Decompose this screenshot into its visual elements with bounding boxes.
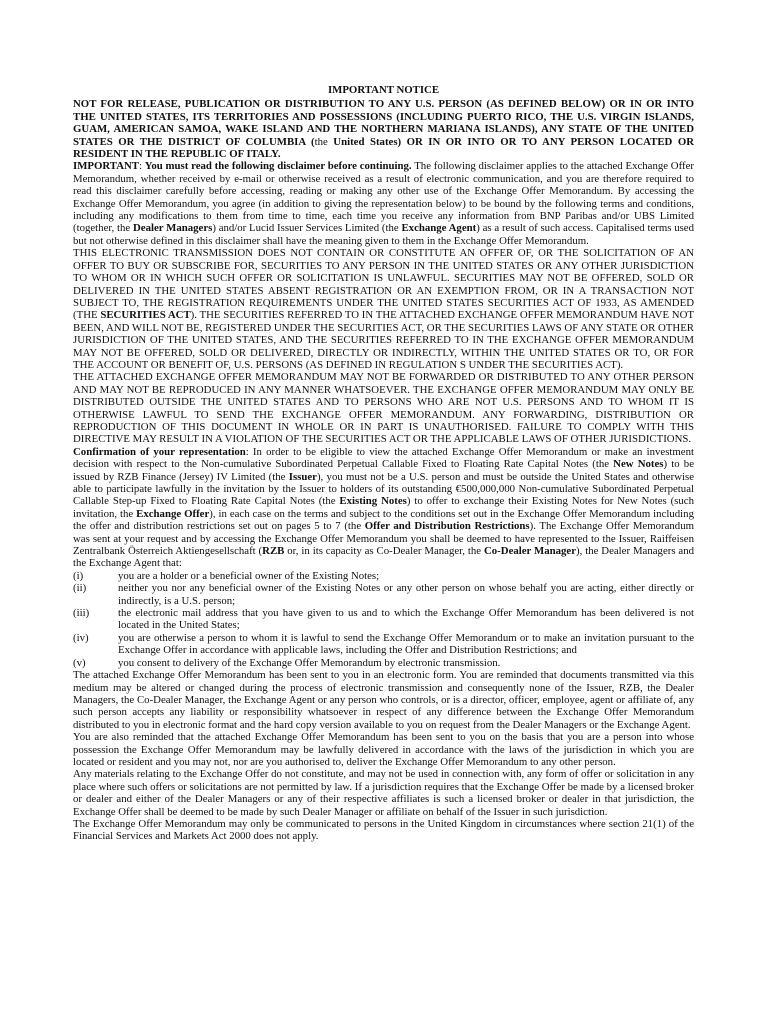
- confirmation-text-1: : In order to be eligible to view the attached Exchange Offer Memorandum or make an investment decision with respect to the Non-cumulative Subordinated Perpetual Callable Fixed to Floating Rate Capital Notes (the: [73, 445, 694, 471]
- transmission-paragraph: [73, 247, 694, 371]
- list-item-number: (i): [73, 569, 84, 582]
- list-item-text: the electronic mail address that you have given to us and to which the Exchange Offer Memorandum has been delivered is not located in the United States;: [118, 607, 694, 632]
- term-co-dealer-manager: Co-Dealer Manager: [483, 545, 577, 558]
- materials-paragraph: Any materials relating to the Exchange Offer do not constitute, and may not be used in connection with, any form of offer or solicitation in any place where such offers or solicitations are not permitted by law. If a jurisdiction requires that the Exchange Offer be made by a licensed broker or dealer and either of the Dealer Managers or any of their respective affiliates is such a licensed broker or dealer in that jurisdiction, the Exchange Offer shall be deemed to be made by such Dealer Manager or affiliate on behalf of the Issuer in such jurisdiction.: [73, 768, 694, 818]
- list-item: [73, 570, 694, 582]
- confirmation-label: Confirmation of your representation: [73, 445, 246, 458]
- term-exchange-offer: Exchange Offer: [136, 507, 210, 520]
- list-item-number: (iii): [73, 607, 90, 620]
- term-rzb: RZB: [262, 545, 285, 558]
- term-exchange-agent: Exchange Agent: [401, 222, 477, 235]
- list-item-number: (ii): [73, 582, 87, 595]
- important-instruction: You must read the following disclaimer before continuing.: [144, 160, 412, 173]
- term-offer-restrictions: Offer and Distribution Restrictions: [364, 520, 530, 533]
- important-text-3: ) as a result of such access. Capitalised terms used but not otherwise defined in this disclaimer shall have the meaning given to them in the Exchange Offer Memorandum.: [73, 222, 695, 247]
- term-existing-notes: Existing Notes: [339, 495, 407, 508]
- confirmation-text-6: ). The Exchange Offer Memorandum was sent at your request and by accessing the Exchange Offer Memorandum you shall be deemed to have represented to the Issuer, Raiffeisen Zentralbank Österreich Aktiengesellschaft (: [73, 520, 694, 558]
- transmission-text-1: THIS ELECTRONIC TRANSMISSION DOES NOT CONTAIN OR CONSTITUTE AN OFFER OF, OR THE SOLICITATION OF AN OFFER TO BUY OR SUBSCRIBE FOR, SECURITIES TO ANY PERSON IN THE UNITED STATES OR ANY OTHER JURISDICTION TO WHOM OR IN WHICH SUCH OFFER OR SOLICITATION IS UNLAWFUL. SECURITIES MAY NOT BE OFFERED, SOLD OR DELIVERED IN THE UNITED STATES ABSENT REGISTRATION OR AN EXEMPTION FROM, OR IN A TRANSACTION NOT SUBJECT TO, THE REGISTRATION REQUIREMENTS UNDER THE UNITED STATES SECURITIES ACT OF 1933, AS AMENDED (THE: [73, 247, 694, 322]
- confirmation-text-8: ), the Dealer Managers and the Exchange Agent that:: [73, 545, 695, 570]
- restriction-text-2: ) OR IN OR INTO OR TO ANY PERSON LOCATED OR RESIDENT IN THE REPUBLIC OF ITALY.: [73, 135, 695, 161]
- list-item-text: you are a holder or a beneficial owner of the Existing Notes;: [118, 569, 380, 582]
- confirmation-text-4: ) to offer to exchange their Existing Notes for New Notes (such invitation, the: [73, 495, 694, 520]
- important-text-2: ) and/or Lucid Issuer Services Limited (the: [212, 222, 402, 235]
- confirmation-text-2: ) to be issued by RZB Finance (Jersey) IV Limited (the: [73, 458, 694, 483]
- forwarding-paragraph: THE ATTACHED EXCHANGE OFFER MEMORANDUM MAY NOT BE FORWARDED OR DISTRIBUTED TO ANY OTHER PERSON AND MAY NOT BE REPRODUCED IN ANY MANNER WHATSOEVER. THE EXCHANGE OFFER MEMORANDUM MAY ONLY BE DISTRIBUTED OUTSIDE THE UNITED STATES AND TO PERSONS WHO ARE NOT U.S. PERSONS AND TO WHOM IT IS OTHERWISE LAWFUL TO SEND THE EXCHANGE OFFER MEMORANDUM. ANY FORWARDING, DISTRIBUTION OR REPRODUCTION OF THIS DOCUMENT IN WHOLE OR IN PART IS UNAUTHORISED. FAILURE TO COMPLY WITH THIS DIRECTIVE MAY RESULT IN A VIOLATION OF THE SECURITIES ACT OR THE APPLICABLE LAWS OF OTHER JURISDICTIONS.: [73, 371, 694, 446]
- list-item-number: (v): [73, 656, 86, 669]
- restriction-defined-term: United States: [333, 135, 398, 148]
- list-item-text: neither you nor any beneficial owner of the Existing Notes or any other person on whose behalf you are acting, either directly or indirectly, is a U.S. person;: [118, 582, 694, 607]
- list-item: [73, 607, 694, 632]
- important-colon: :: [139, 160, 145, 173]
- uk-paragraph: The Exchange Offer Memorandum may only be communicated to persons in the United Kingdom in circumstances where section 21(1) of the Financial Services and Markets Act 2000 does not apply.: [73, 817, 694, 843]
- restriction-the: the: [314, 135, 334, 148]
- confirmation-text-7: or, in its capacity as Co-Dealer Manager, the: [284, 545, 484, 558]
- confirmation-text-3: ), you must not be a U.S. person and must be outside the United States and otherwise able to participate lawfully in the invitation by the Issuer to holders of its outstanding €500,000,000 Non-cumulative Subordinated Perpetual Callable Step-up Fixed to Floating Rate Capital Notes (the: [73, 470, 694, 508]
- reminder-paragraph: You are also reminded that the attached Exchange Offer Memorandum has been sent to you on the basis that you are a person into whose possession the Exchange Offer Memorandum may be lawfully delivered in accordance with the laws of the jurisdiction in which you are located or resident and you may not, nor are you authorised to, deliver the Exchange Offer Memorandum to any other person.: [73, 731, 694, 768]
- term-securities-act: SECURITIES ACT: [100, 309, 191, 322]
- term-issuer: Issuer: [288, 470, 317, 483]
- list-item-number: (iv): [73, 631, 89, 644]
- restriction-notice: [73, 98, 694, 160]
- list-item-text: you are otherwise a person to whom it is lawful to send the Exchange Offer Memorandum or to make an invitation pursuant to the Exchange Offer in accordance with applicable laws, including the Offer and Distribution Restrictions; and: [118, 631, 694, 657]
- restriction-text-1: NOT FOR RELEASE, PUBLICATION OR DISTRIBUTION TO ANY U.S. PERSON (AS DEFINED BELOW) OR IN OR INTO THE UNITED STATES, ITS TERRITORIES AND POSSESSIONS (INCLUDING PUERTO RICO, THE U.S. VIRGIN ISLANDS, GUAM, AMERICAN SAMOA, WAKE ISLAND AND THE NORTHERN MARIANA ISLANDS), ANY STATE OF THE UNITED STATES OR THE DISTRICT OF COLUMBIA (: [73, 98, 694, 148]
- representation-list: [73, 570, 694, 669]
- confirmation-text-5: ), in each case on the terms and subject to the conditions set out in the Exchange Offer Memorandum including the offer and distribution restrictions set out on pages 5 to 7 (the: [73, 507, 694, 533]
- list-item: [73, 582, 694, 607]
- confirmation-paragraph: [73, 446, 694, 570]
- term-new-notes: New Notes: [613, 458, 664, 471]
- list-item-text: you consent to delivery of the Exchange Offer Memorandum by electronic transmission.: [118, 656, 501, 669]
- list-item: [73, 657, 694, 669]
- transmission-text-2: ). THE SECURITIES REFERRED TO IN THE ATTACHED EXCHANGE OFFER MEMORANDUM HAVE NOT BEEN, AND WILL NOT BE, REGISTERED UNDER THE SECURITIES ACT, OR THE SECURITIES LAWS OF ANY STATE OR OTHER JURISDICTION OF THE UNITED STATES, AND THE SECURITIES REFERRED TO IN THE EXCHANGE OFFER MEMORANDUM MAY NOT BE OFFERED, SOLD OR DELIVERED, DIRECTLY OR INDIRECTLY, WITHIN THE UNITED STATES OR TO, OR FOR THE ACCOUNT OR BENEFIT OF, U.S. PERSONS (AS DEFINED IN REGULATION S UNDER THE SECURITIES ACT).: [73, 309, 694, 371]
- list-item: [73, 632, 694, 657]
- important-text-1: The following disclaimer applies to the attached Exchange Offer Memorandum, whether received by e-mail or otherwise received as a result of electronic communication, and you are therefore required to read this disclaimer carefully before accessing, reading or making any other use of the Exchange Offer Memorandum. By accessing the Exchange Offer Memorandum, you agree (in addition to giving the representation below) to be bound by the following terms and conditions, including any modifications to them from time to time, each time you receive any information from BNP Paribas and/or UBS Limited (together, the: [73, 160, 694, 235]
- term-dealer-managers: Dealer Managers: [132, 222, 213, 235]
- important-paragraph: [73, 160, 694, 247]
- electronic-form-paragraph: The attached Exchange Offer Memorandum has been sent to you in an electronic form. You are reminded that documents transmitted via this medium may be altered or changed during the process of electronic transmission and consequently none of the Issuer, RZB, the Dealer Managers, the Co-Dealer Manager, the Exchange Agent or any person who controls, or is a director, officer, employee, agent or affiliate of, any such person accepts any liability or responsibility whatsoever in respect of any difference between the Exchange Offer Memorandum distributed to you in electronic format and the hard copy version available to you on request from the Dealer Managers or the Exchange Agent.: [73, 669, 694, 731]
- page-title: IMPORTANT NOTICE: [327, 84, 440, 96]
- important-label: IMPORTANT: [73, 160, 139, 173]
